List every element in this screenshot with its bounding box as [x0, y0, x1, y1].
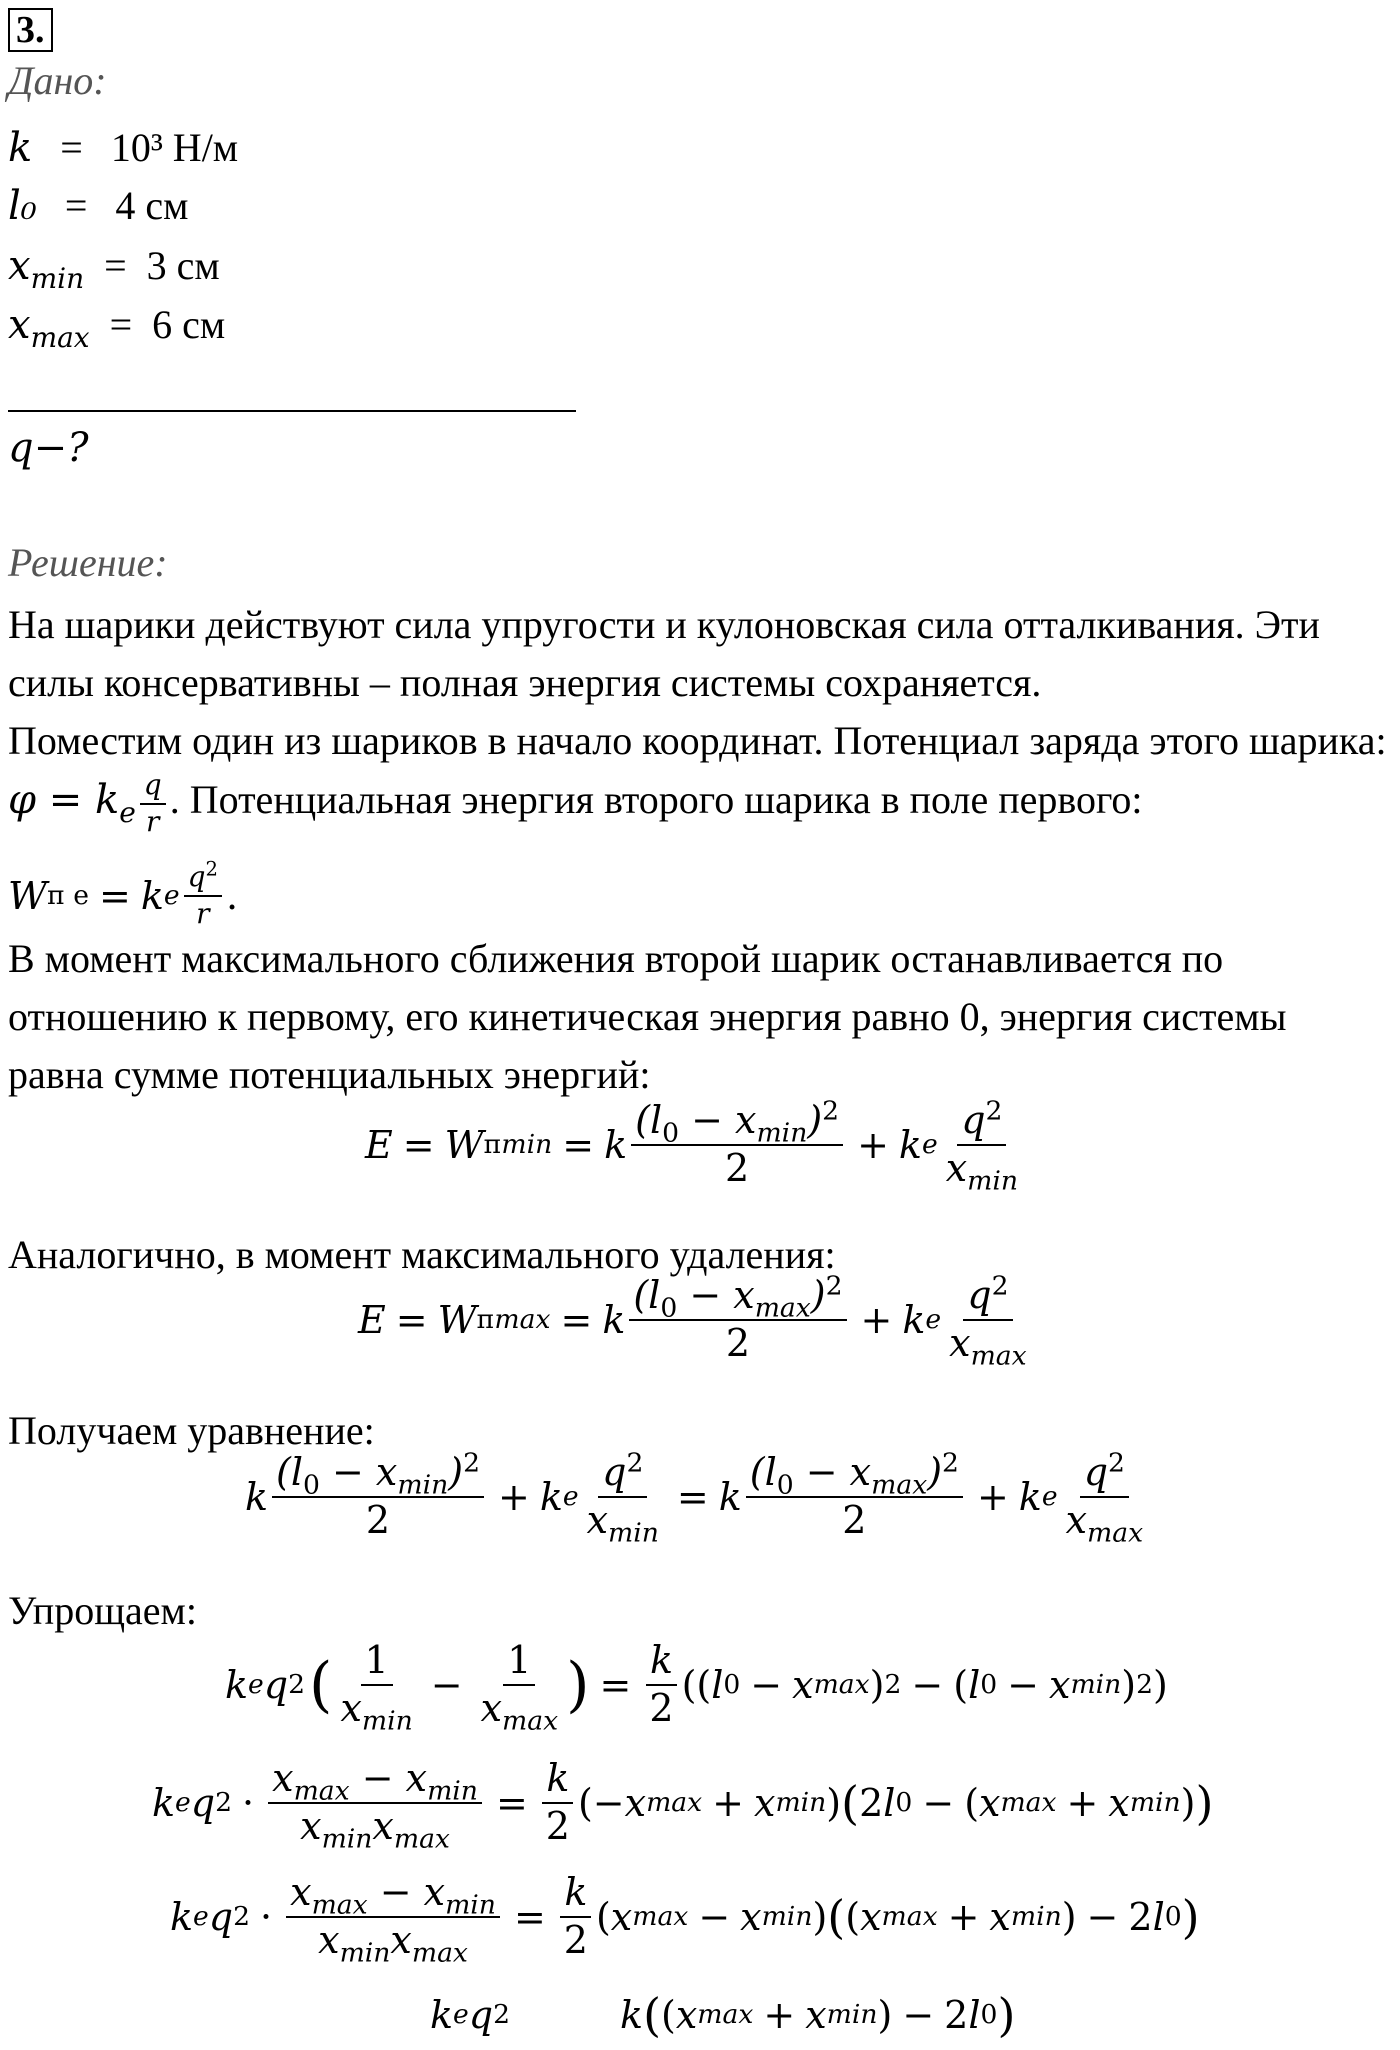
- paragraph-equation: Получаем уравнение:: [8, 1408, 375, 1453]
- formula-phi: $\varphi = k_e$: [8, 776, 136, 829]
- given-xmin: [8, 243, 220, 295]
- given-k-value: 10³ Н/м: [110, 125, 239, 170]
- solution-header: Решение:: [8, 540, 168, 585]
- given-k-eq: =: [60, 125, 83, 170]
- paragraph-potential-text: Поместим один из шариков в начало координат. Потенциал заряда этого шарика:: [8, 718, 1387, 763]
- formula-simplify-1: k e q 2 ( $\frac{1}{x_{min}}$ − $\frac{1}{x_{max}}$ ) = $\frac{k}{2}$ (( l 0 − x max ) 2 − ( l 0 − x min ) 2 ): [225, 1638, 1168, 1737]
- formula-simplify-2: k e q 2 · $\frac{x_{max} - x_{min}}{x_{min}x_{max}}$ = $\frac{k}{2}$ ( −x max + x min ) ( 2 l 0 − ( x max + x min ) ): [152, 1756, 1214, 1855]
- formula-energy-min: E = W п min = k $\frac{(l_0 - x_{min})^2}{2}$ + k e $\frac{q^2}{x_{min}}$: [365, 1095, 1018, 1197]
- formula-simplify-3: k e q 2 · $\frac{x_{max} - x_{min}}{x_{min}x_{max}}$ = $\frac{k}{2}$ ( x max − x min ) ( ( x max + x min ) − 2 l 0 ): [170, 1870, 1200, 1969]
- given-k-var: k: [8, 125, 33, 171]
- given-xmin-eq: =: [104, 243, 127, 288]
- paragraph-potential: [8, 712, 1388, 838]
- given-xmax-eq: =: [109, 302, 133, 347]
- formula-phi-frac: $\frac{q}{r}$: [140, 770, 166, 838]
- given-xmax: [8, 302, 226, 354]
- formula-simplify-4-partial: k e q 2 k ( ( x max + x min ) − 2 l 0 ): [430, 1988, 1016, 2042]
- given-k: [8, 125, 238, 171]
- paragraph-analog: Аналогично, в момент максимального удаления:: [8, 1232, 836, 1277]
- formula-energy-max: E = W п max = k $\frac{(l_0 - x_{max})^2}{2}$ + k e $\frac{q^2}{x_{max}}$: [358, 1270, 1027, 1372]
- formula-wpe: W п e = k e $\frac{q^2}{r}$ .: [8, 857, 239, 930]
- given-xmin-var: $x_{min}$: [8, 243, 85, 295]
- given-xmax-value: 6 см: [152, 302, 226, 347]
- given-l0-value: 4 см: [115, 183, 189, 228]
- paragraph-potential-text-2: . Потенциальная энергия второго шарика в поле первого:: [169, 776, 1143, 822]
- given-l0-eq: =: [64, 183, 88, 228]
- given-header: Дано:: [8, 58, 107, 103]
- given-divider: [8, 410, 576, 412]
- given-xmax-var: $x_{max}$: [8, 302, 90, 354]
- given-xmin-value: 3 см: [146, 243, 220, 288]
- paragraph-approach: В момент максимального сближения второй шарик останавливается по отношению к первому, его кинетическая энергия равно 0, энергия системы равна сумме потенциальных энергий:: [8, 936, 1287, 1097]
- paragraph-forces: На шарики действуют сила упругости и кулоновская сила отталкивания. Эти силы консервативны – полная энергия системы сохраняется.: [8, 602, 1320, 705]
- paragraph-simplify: Упрощаем:: [8, 1588, 197, 1633]
- given-l0-var: l₀: [8, 183, 37, 229]
- problem-number: 3.: [8, 8, 53, 52]
- formula-equation: k $\frac{(l_0 - x_{min})^2}{2}$ + k e $\frac{q^2}{x_{min}}$ = k $\frac{(l_0 - x_{max})^2}{2}$ + k e $\frac{q^2}{x_{max}}$: [245, 1447, 1144, 1549]
- given-l0: [8, 183, 188, 229]
- find-q: q−?: [8, 425, 89, 471]
